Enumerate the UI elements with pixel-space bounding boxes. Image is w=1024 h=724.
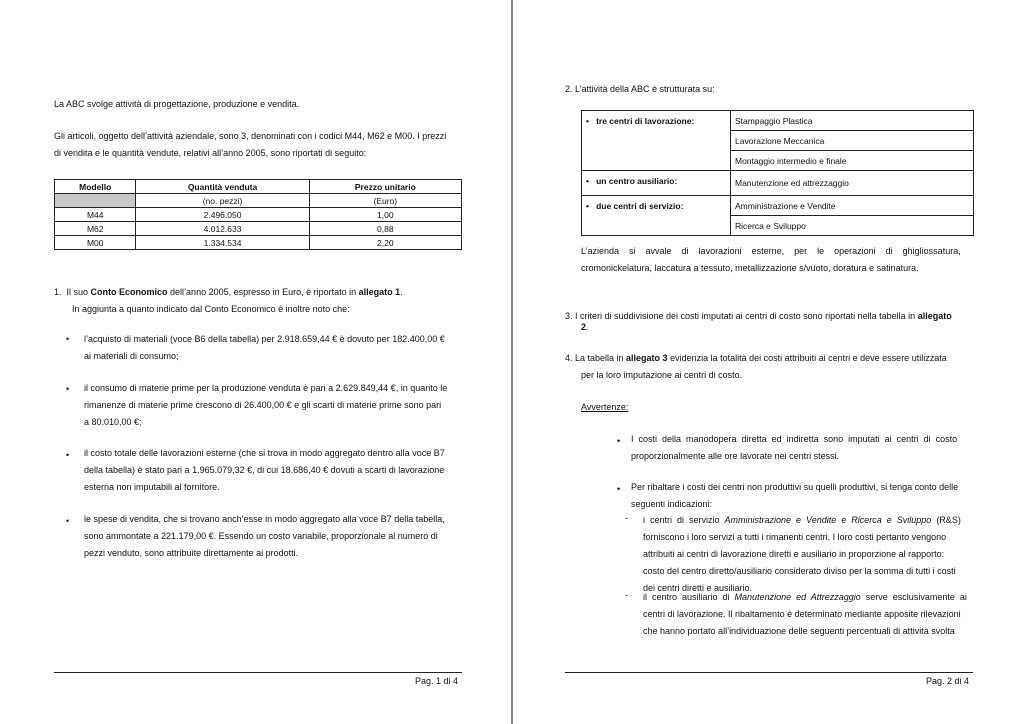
point-4-line-1 — [565, 350, 947, 367]
sub-1-italic-2: Ricerca e Sviluppo — [851, 515, 932, 525]
dash-marker: - — [625, 590, 628, 600]
bullet-dot: • — [66, 516, 70, 526]
point-1-mid: dell’anno 2005, espresso in Euro, è riportato in — [167, 287, 359, 297]
table-row — [582, 111, 974, 131]
sub-1-italic-1: Amministrazione e Vendite — [724, 515, 837, 525]
page-2 — [513, 0, 1024, 724]
point-3-end: . — [586, 322, 589, 332]
sub-2-line-3: che hanno portato all’individuazione delle seguenti percentuali di attività svolta — [643, 626, 955, 636]
bullet-4-line-1: le spese di vendita, che si trovano anch’esse in modo aggregato alla voce B7 della tabella, — [84, 514, 445, 524]
bullet-dot: • — [617, 436, 621, 446]
cell-price: 1,00 — [309, 208, 461, 222]
sub-1-line-2: forniscono i loro servizi a tutti i rimanenti centri. I loro costi pertanto vengono — [643, 532, 947, 542]
group-label-lavorazione: • tre centri di lavorazione: — [582, 111, 731, 171]
bullet-dot: • — [617, 484, 621, 494]
bullet-3-line-1: il costo totale delle lavorazioni esterne (che si trova in modo aggregato dentro alla voce B7 — [84, 448, 445, 458]
group-label-text: un centro ausiliario: — [596, 176, 678, 186]
cell-price: 2,20 — [309, 236, 461, 250]
sub-2-line-2: centri di lavorazione. Il ribaltamento è determinato mediante apposite rilevazioni — [643, 609, 961, 619]
point-4-bold: allegato 3 — [626, 353, 668, 363]
bullet-dot: • — [66, 334, 70, 344]
group-label-text: due centri di servizio: — [596, 201, 684, 211]
dash-marker: - — [625, 513, 628, 523]
center-item: Stampaggio Plastica — [731, 111, 974, 131]
sub-2-post: serve esclusivamente ai — [860, 592, 967, 602]
point-4-pre: 4. La tabella in — [565, 353, 627, 363]
cell-qty: 4.012.633 — [136, 222, 309, 236]
units-quantita: (no. pezzi) — [136, 194, 309, 208]
sub-1-line-1 — [643, 512, 961, 529]
point-2: 2. L’attività della ABC è strutturata su: — [565, 84, 715, 94]
cell-qty: 2.496.050 — [136, 208, 309, 222]
cell-model: M00 — [55, 236, 136, 250]
bullet-4-line-2: sono ammontate a 221.179,00 €. Essendo un costo variabile, proporzionale al numero di — [84, 531, 438, 541]
table-row — [55, 236, 462, 250]
page-1 — [0, 0, 511, 724]
bullet-3-line-3: esterna non imputabili al fornitore. — [84, 482, 220, 492]
header-modello: Modello — [55, 180, 136, 194]
point-3-line-1 — [565, 308, 952, 325]
avvertenze-heading: Avvertenze: — [581, 402, 629, 412]
point-3-bold-2: 2 — [581, 322, 587, 332]
center-item: Ricerca e Sviluppo — [731, 216, 974, 236]
point-4-line-2: per la loro imputazione ai centri di costo. — [581, 370, 743, 380]
header-prezzo: Prezzo unitario — [309, 180, 461, 194]
point-1-line-2: In aggiunta a quanto indicato dal Conto Economico è inoltre noto che: — [72, 304, 350, 314]
warning-1-line-2: proporzionalmente alle ore lavorate nei centri stessi. — [631, 451, 840, 461]
table-row — [55, 222, 462, 236]
cell-model: M44 — [55, 208, 136, 222]
sub-1-line-4: costo del centro diretto/ausiliario considerato diviso per la somma di tutti i costi — [643, 566, 956, 576]
centers-table — [581, 110, 974, 236]
warning-1-line-1: I costi della manodopera diretta ed indiretta sono imputati ai centri di costo — [631, 434, 958, 444]
bullet-dot: • — [66, 450, 70, 460]
page-number: Pag. 2 di 4 — [926, 676, 970, 686]
table-row — [582, 171, 974, 196]
bullet-2-line-2: rimanenze di materie prime crescono di 26.400,00 € e gli scarti di materie prime sono pari — [84, 400, 442, 410]
sub-2-pre: il centro ausiliario di — [643, 592, 735, 602]
external-processing-line-1: L’azienda si avvale di lavorazioni esterne, per le operazioni di ghigliossatura, — [581, 246, 961, 256]
bullet-2-line-3: a 80.010,00 €; — [84, 417, 142, 427]
point-3-bold: allegato — [917, 311, 952, 321]
warning-2-line-1: Per ribaltare i costi dei centri non produttivi su quelli produttivi, si tenga conto delle — [631, 482, 959, 492]
sub-2-italic: Manutenzione ed Attrezzaggio — [734, 592, 861, 602]
bullet-2-line-1: il consumo di materie prime per la produzione venduta è pari a 2.629.849,44 €, in quanto le — [84, 383, 448, 393]
intro-text-2-line-2: di vendita e le quantità vendute, relativi all’anno 2005, sono riportati di seguito: — [54, 148, 367, 158]
sales-table — [54, 179, 462, 250]
bullet-dot: • — [66, 384, 70, 394]
sub-1-mid: e — [836, 515, 852, 525]
point-1-pre: Il suo — [66, 287, 91, 297]
table-header-row — [55, 180, 462, 194]
group-label-servizio: • due centri di servizio: — [582, 196, 731, 236]
units-prezzo: (Euro) — [309, 194, 461, 208]
footer-rule — [54, 672, 462, 673]
bullet-1-line-2: ai materiali di consumo; — [84, 351, 179, 361]
bullet-3-line-2: della tabella) è stato pari a 1.965.079,32 €, di cui 18.686,40 € dovuti a scarti di lavorazione — [84, 465, 445, 475]
warning-2-line-2: seguenti indicazioni: — [631, 499, 713, 509]
footer-rule — [565, 672, 973, 673]
page-number: Pag. 1 di 4 — [415, 676, 459, 686]
point-1-line-1 — [54, 284, 403, 301]
bullet-1-line-1: l’acquisto di materiali (voce B6 della tabella) per 2.918.659,44 € è dovuto per 182.400,00 € — [84, 334, 445, 344]
center-item: Lavorazione Meccanica — [731, 131, 974, 151]
group-label-ausiliario: • un centro ausiliario: — [582, 171, 731, 196]
point-3-line-2 — [581, 319, 589, 336]
sub-1-pre: i centri di servizio — [643, 515, 725, 525]
table-units-row — [55, 194, 462, 208]
point-1-bold-allegato: allegato 1 — [358, 287, 401, 297]
intro-text-2-line-1: Gli articoli, oggetto dell’attività aziendale, sono 3, denominati con i codici M44, M62 e M00. I prezzi — [54, 131, 447, 141]
sub-1-line-5: dei centri diretti e ausiliario. — [643, 583, 753, 593]
intro-text-1: La ABC svolge attività di progettazione, produzione e vendita. — [54, 99, 300, 109]
point-1-post: . — [400, 287, 403, 297]
table-row — [582, 196, 974, 216]
cell-model: M62 — [55, 222, 136, 236]
point-1-number: 1. — [54, 287, 62, 297]
external-processing-line-2: cromonickelatura, laccatura a tessuto, metallizzazione s/vuoto, doratura e satinatura. — [581, 263, 919, 273]
point-1-bold-conto: Conto Economico — [90, 287, 168, 297]
table-row — [55, 208, 462, 222]
units-empty-cell — [55, 194, 136, 208]
point-3-text: 3. I criteri di suddivisione dei costi imputati ai centri di costo sono riportati nella tabella in — [565, 311, 918, 321]
cell-price: 0,88 — [309, 222, 461, 236]
sub-1-line-3: attribuiti ai centri di lavorazione diretti e ausiliario in proporzione al rapporto: — [643, 549, 945, 559]
cell-qty: 1.334.534 — [136, 236, 309, 250]
group-label-text: tre centri di lavorazione: — [596, 116, 695, 126]
header-quantita: Quantità venduta — [136, 180, 309, 194]
sub-1-post: (R&S) — [931, 515, 961, 525]
center-item: Manutenzione ed attrezzaggio — [731, 171, 974, 196]
center-item: Montaggio intermedio e finale — [731, 151, 974, 171]
sub-2-line-1 — [643, 589, 967, 606]
bullet-4-line-3: pezzi venduto, sono attribuite direttamente ai prodotti. — [84, 548, 299, 558]
center-item: Amministrazione e Vendite — [731, 196, 974, 216]
point-4-post: evidenzia la totalità dei costi attribuiti ai centri e deve essere utilizzata — [667, 353, 947, 363]
